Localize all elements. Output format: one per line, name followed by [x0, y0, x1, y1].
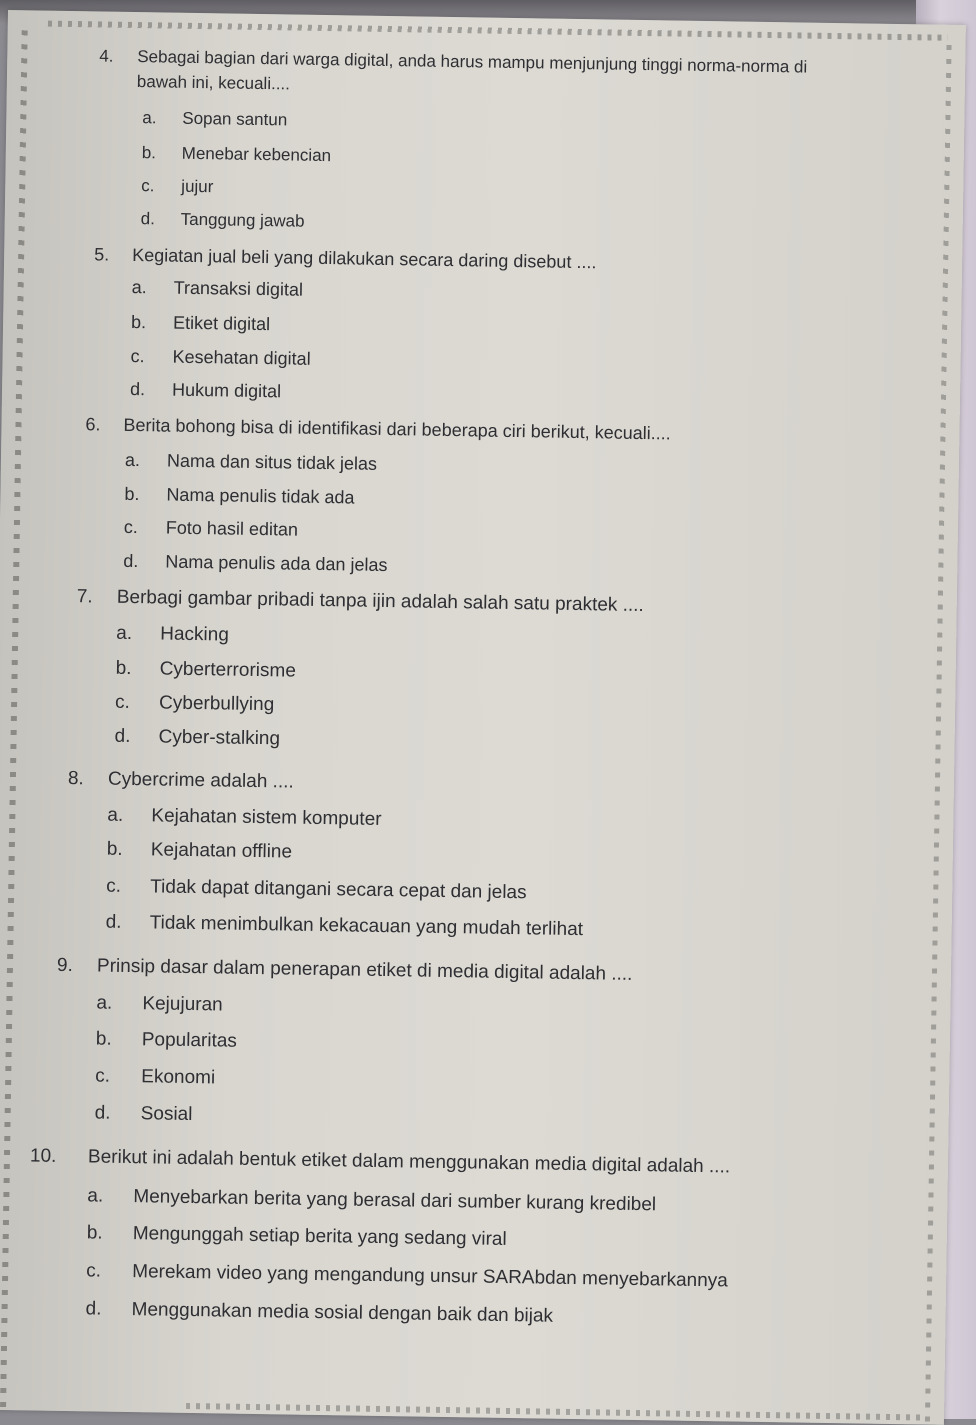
option-text: Foto hasil editan	[165, 517, 299, 540]
option-4b[interactable]	[142, 142, 332, 167]
option-letter: d.	[105, 911, 122, 933]
option-7b[interactable]	[115, 658, 296, 683]
option-text: Merekam video yang mengandung unsur SARAbdan menyebarkannya	[132, 1261, 728, 1292]
option-letter: d.	[129, 378, 146, 400]
question-10	[30, 1145, 730, 1178]
option-text: Nama penulis tidak ada	[166, 484, 355, 508]
option-5d[interactable]	[130, 378, 281, 402]
worksheet-page	[0, 10, 966, 1425]
option-10a[interactable]	[87, 1185, 656, 1216]
question-text: Prinsip dasar dalam penerapan etiket di media digital adalah ....	[96, 955, 633, 985]
option-letter: b.	[86, 1222, 103, 1244]
question-list	[0, 10, 966, 1425]
option-letter: c.	[130, 345, 145, 367]
option-text: Ekonomi	[141, 1066, 216, 1089]
question-8	[68, 768, 294, 794]
question-text: Berita bohong bisa di identifikasi dari beberapa ciri berikut, kecuali....	[123, 414, 671, 444]
option-text: Nama penulis ada dan jelas	[165, 551, 388, 576]
option-letter: c.	[141, 176, 155, 196]
question-text: Sebagai bagian dari warga digital, anda harus mampu menjunjung tinggi norma-norma di	[137, 47, 808, 77]
option-letter: a.	[116, 622, 133, 645]
option-letter: d.	[114, 725, 131, 748]
option-letter: b.	[124, 483, 140, 505]
option-8d[interactable]	[106, 912, 584, 941]
option-text: Kejujuran	[142, 993, 223, 1016]
option-letter: a.	[142, 108, 157, 128]
option-text: Hukum digital	[171, 379, 282, 402]
question-9	[57, 955, 633, 986]
option-letter: c.	[86, 1260, 102, 1282]
option-text: jujur	[181, 176, 214, 197]
option-text: Hacking	[160, 623, 230, 646]
option-letter: b.	[141, 143, 157, 163]
option-7a[interactable]	[116, 623, 229, 647]
option-letter: c.	[114, 691, 131, 713]
option-letter: a.	[87, 1185, 104, 1207]
option-letter: a.	[96, 992, 113, 1014]
option-text: Sopan santun	[182, 108, 288, 130]
option-text: Menyebarkan berita yang berasal dari sumber kurang kredibel	[133, 1186, 657, 1216]
question-number: 5.	[94, 244, 110, 265]
option-letter: b.	[115, 657, 132, 680]
question-text: Berbagi gambar pribadi tanpa ijin adalah salah satu praktek ....	[116, 586, 644, 617]
question-4	[99, 45, 808, 103]
option-4c[interactable]	[141, 175, 213, 198]
question-number: 4.	[99, 46, 114, 66]
question-5	[94, 243, 597, 273]
option-text: Popularitas	[141, 1029, 238, 1052]
question-number: 9.	[56, 954, 74, 977]
option-text: Transaksi digital	[173, 277, 304, 300]
option-letter: a.	[124, 449, 141, 471]
option-6c[interactable]	[124, 516, 298, 541]
option-text: Cyberbullying	[158, 692, 275, 716]
option-text: Kejahatan sistem komputer	[151, 805, 382, 830]
option-text: Cyber-stalking	[158, 726, 281, 750]
option-9d[interactable]	[95, 1102, 193, 1126]
option-6d[interactable]	[123, 550, 387, 576]
option-letter: c.	[106, 875, 122, 897]
option-8b[interactable]	[107, 839, 293, 864]
question-number: 10.	[29, 1145, 57, 1167]
option-letter: d.	[123, 550, 139, 572]
option-10b[interactable]	[87, 1222, 507, 1251]
option-4a[interactable]	[142, 107, 287, 131]
option-letter: a.	[107, 804, 124, 826]
option-text: Tidak dapat ditangani secara cepat dan jelas	[150, 876, 527, 904]
option-10d[interactable]	[85, 1298, 553, 1327]
option-text: Mengunggah setiap berita yang sedang viral	[132, 1223, 507, 1250]
option-8a[interactable]	[107, 805, 382, 831]
question-7	[77, 586, 644, 617]
question-text-continuation: bawah ini, kecuali....	[136, 72, 291, 94]
question-number: 8.	[67, 768, 84, 790]
option-letter: d.	[140, 209, 156, 229]
option-9a[interactable]	[96, 993, 223, 1017]
question-number: 7.	[76, 586, 93, 608]
option-text: Kesehatan digital	[172, 346, 311, 369]
question-text: Kegiatan jual beli yang dilakukan secara daring disebut ....	[132, 244, 597, 273]
option-letter: b.	[95, 1028, 112, 1050]
option-text: Etiket digital	[172, 312, 271, 335]
option-10c[interactable]	[86, 1260, 728, 1292]
option-text: Tanggung jawab	[180, 209, 305, 231]
option-8c[interactable]	[106, 876, 527, 905]
option-text: Kejahatan offline	[150, 839, 293, 863]
option-letter: b.	[130, 311, 147, 333]
option-text: Menebar kebencian	[181, 143, 332, 166]
option-7c[interactable]	[115, 692, 274, 716]
option-9b[interactable]	[96, 1029, 237, 1053]
option-text: Sosial	[140, 1103, 193, 1126]
option-text: Menggunakan media sosial dengan baik dan bijak	[131, 1299, 554, 1327]
question-6	[85, 413, 671, 444]
option-5b[interactable]	[131, 311, 270, 335]
option-6a[interactable]	[125, 449, 377, 475]
option-letter: d.	[85, 1298, 102, 1320]
option-letter: d.	[94, 1102, 111, 1124]
option-4d[interactable]	[141, 208, 305, 233]
question-text: Cybercrime adalah ....	[107, 768, 294, 793]
question-text: Berikut ini adalah bentuk etiket dalam menggunakan media digital adalah ....	[87, 1146, 731, 1178]
option-letter: b.	[106, 838, 123, 860]
option-text: Cyberterrorisme	[159, 658, 297, 682]
question-number: 6.	[85, 414, 101, 435]
option-6b[interactable]	[124, 483, 354, 509]
option-9c[interactable]	[95, 1066, 215, 1090]
option-letter: a.	[131, 276, 147, 298]
option-letter: c.	[123, 516, 139, 538]
option-text: Nama dan situs tidak jelas	[166, 450, 378, 474]
option-5c[interactable]	[130, 345, 310, 370]
option-7d[interactable]	[114, 726, 280, 751]
option-letter: c.	[95, 1065, 111, 1087]
option-5a[interactable]	[131, 276, 303, 301]
option-text: Tidak menimbulkan kekacauan yang mudah terlihat	[149, 912, 584, 941]
